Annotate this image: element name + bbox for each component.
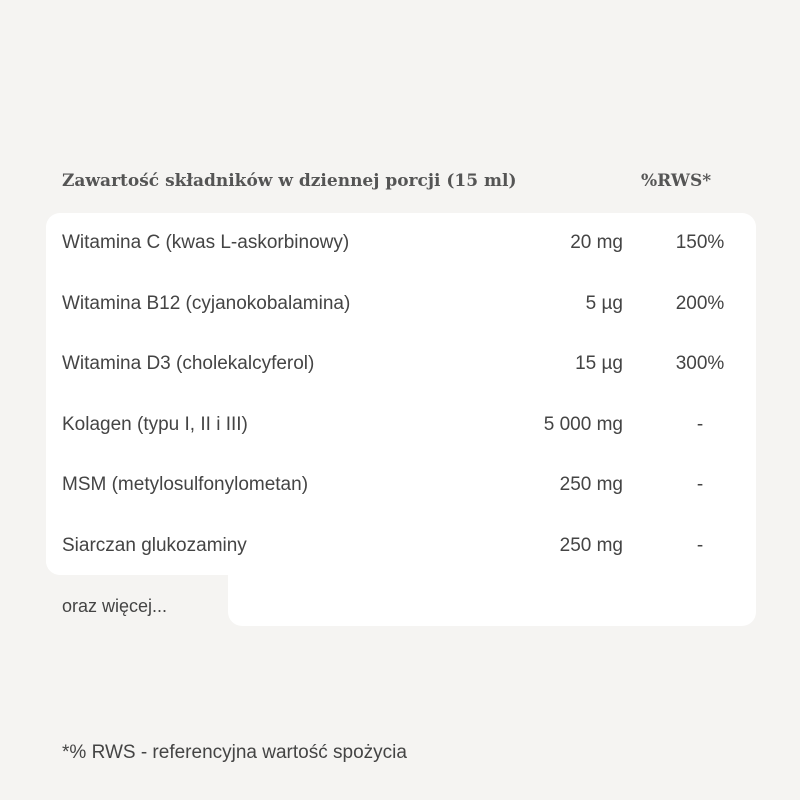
ingredient-name: Witamina C (kwas L-askorbinowy): [62, 232, 350, 253]
footnote: *% RWS - referencyjna wartość spożycia: [62, 742, 407, 763]
ingredient-rws: -: [696, 413, 704, 435]
ingredient-rws: 150%: [675, 232, 725, 253]
ingredient-rws: 200%: [675, 292, 725, 314]
table-header-rws: %RWS*: [641, 171, 712, 191]
ingredient-rws: 300%: [675, 353, 725, 374]
ingredient-name: Witamina B12 (cyjanokobalamina): [62, 292, 351, 314]
ingredient-amount: 5 µg: [585, 292, 623, 314]
ingredient-name: Witamina D3 (cholekalcyferol): [62, 353, 315, 374]
ingredient-name: MSM (metylosulfonylometan): [62, 474, 309, 495]
table-header-title: Zawartość składników w dziennej porcji (15 ml): [62, 171, 517, 191]
table-panel: [46, 213, 756, 575]
table-row: [0, 474, 800, 504]
more-text: oraz więcej...: [62, 596, 168, 616]
ingredient-rws: -: [696, 474, 704, 495]
table-row: [0, 414, 800, 444]
ingredient-name: Kolagen (typu I, II i III): [62, 413, 248, 435]
ingredient-amount: 15 µg: [575, 353, 623, 374]
table-row: [0, 353, 800, 383]
ingredient-amount: 20 mg: [570, 232, 623, 253]
ingredient-amount: 250 mg: [559, 534, 623, 556]
ingredient-amount: 5 000 mg: [543, 413, 623, 435]
table-row: [0, 232, 800, 262]
ingredient-amount: 250 mg: [559, 474, 623, 495]
ingredient-name: Siarczan glukozaminy: [62, 534, 247, 556]
table-row: [0, 535, 800, 565]
table-row: [0, 293, 800, 323]
ingredient-rws: -: [696, 534, 704, 556]
table-panel-extension: [228, 560, 756, 626]
